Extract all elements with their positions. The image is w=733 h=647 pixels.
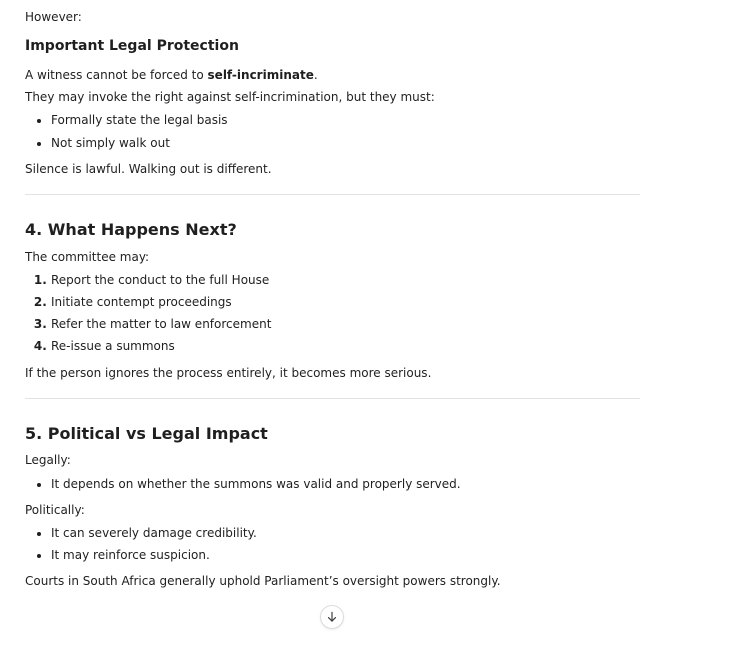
self-incrimination-text xyxy=(25,67,640,83)
self-incrimination-suffix: . xyxy=(313,68,318,83)
chat-response-content xyxy=(25,0,640,589)
politically-label: Politically: xyxy=(25,502,85,517)
section-4-heading: 4. What Happens Next? xyxy=(25,220,237,240)
politically-list xyxy=(25,525,640,563)
committee-may-text: The committee may: xyxy=(25,249,150,264)
list-item: • It depends on whether the summons was valid and properly served. xyxy=(51,476,640,492)
self-incrimination-prefix: A witness cannot be forced to xyxy=(25,68,208,83)
list-item: 3. Refer the matter to law enforcement xyxy=(51,316,640,332)
ignore-process-text: If the person ignores the process entirely, it becomes more serious. xyxy=(25,365,432,380)
list-item: • Formally state the legal basis xyxy=(51,112,640,128)
list-item: • Not simply walk out xyxy=(51,135,640,151)
legal-protection-list xyxy=(25,112,640,150)
invoke-right-text: They may invoke the right against self-incrimination, but they must: xyxy=(25,90,435,105)
list-item: • It may reinforce suspicion. xyxy=(51,547,640,563)
courts-uphold-text: Courts in South Africa generally uphold Parliament’s oversight powers strongly. xyxy=(25,574,501,589)
however-text: However: xyxy=(25,10,82,24)
list-item: 4. Re-issue a summons xyxy=(51,338,640,354)
arrow-down-icon xyxy=(325,610,339,624)
section-5-heading: 5. Political vs Legal Impact xyxy=(25,423,268,443)
scroll-to-bottom-button[interactable] xyxy=(320,605,344,629)
legally-label: Legally: xyxy=(25,453,71,468)
committee-actions-list xyxy=(25,272,640,355)
silence-lawful-text: Silence is lawful. Walking out is different. xyxy=(25,161,272,176)
list-item: 2. Initiate contempt proceedings xyxy=(51,294,640,310)
self-incrimination-bold: self-incriminate xyxy=(207,68,314,83)
legal-protection-heading: Important Legal Protection xyxy=(25,38,239,55)
list-item: • It can severely damage credibility. xyxy=(51,525,640,541)
legally-list xyxy=(25,476,640,492)
list-item: 1. Report the conduct to the full House xyxy=(51,272,640,288)
